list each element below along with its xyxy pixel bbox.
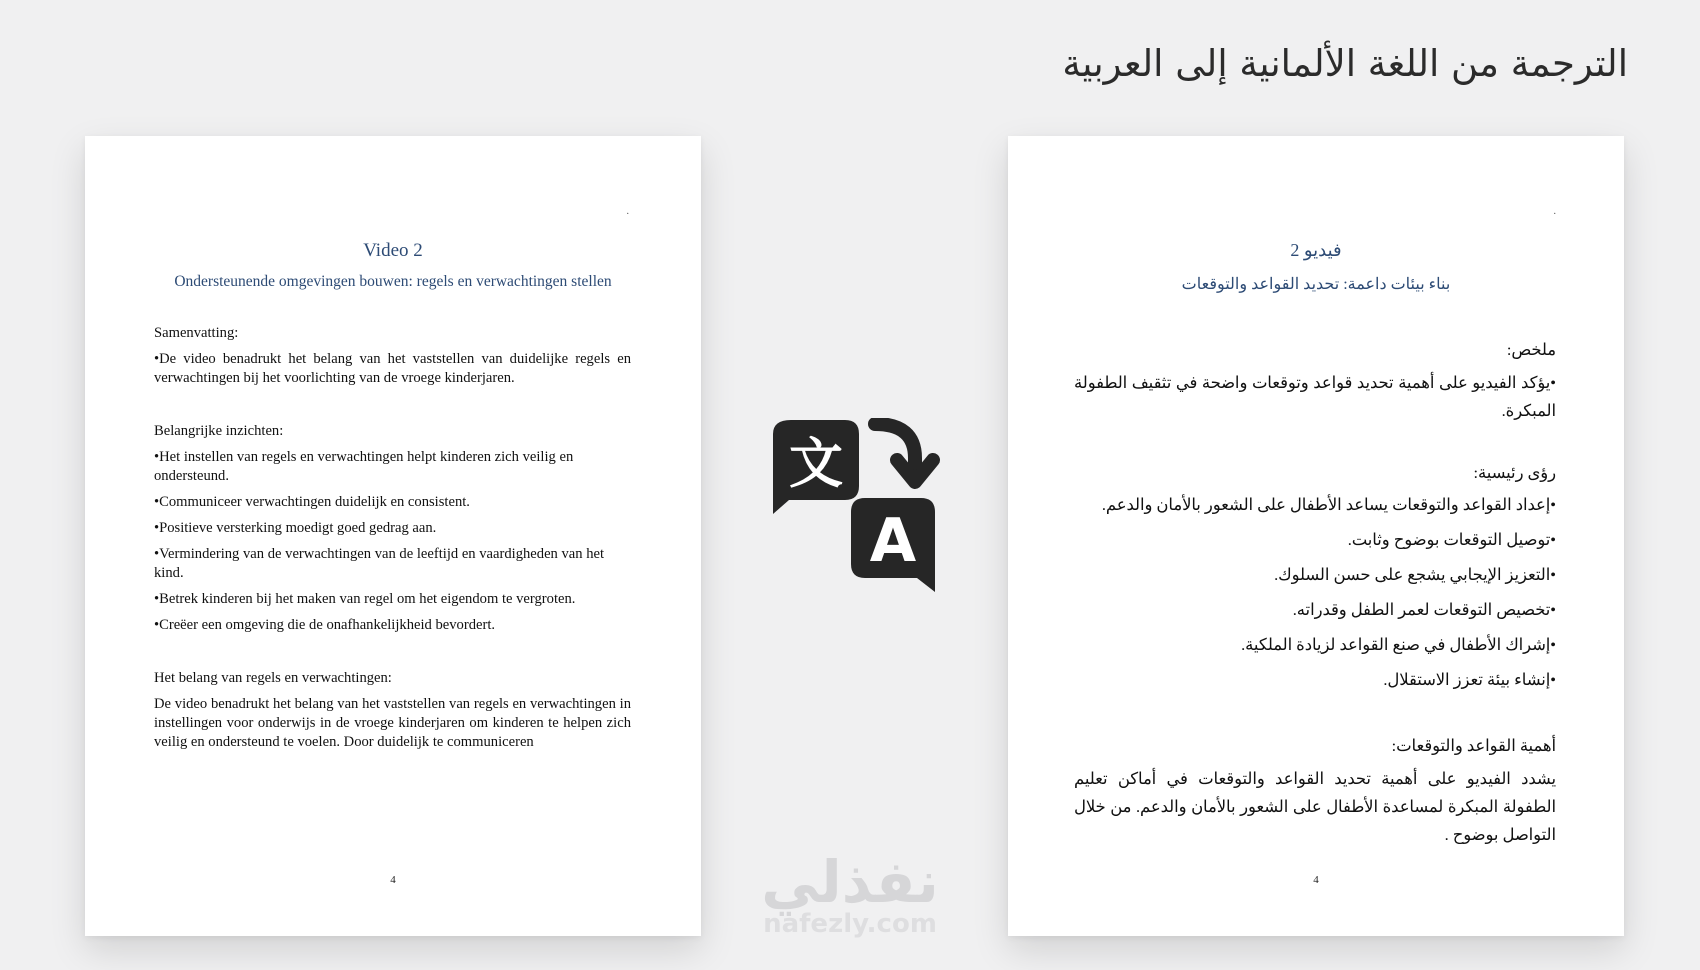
list-item: •Het instellen van regels en verwachtingen helpt kinderen zich veilig en ondersteund. xyxy=(154,449,574,484)
page-number: 4 xyxy=(390,874,396,886)
list-item: •إشراك الأطفال في صنع القواعد لزيادة الملكية. xyxy=(1241,635,1556,654)
list-item: •Communiceer verwachtingen duidelijk en consistent. xyxy=(154,494,470,510)
list-item: •Creëer een omgeving die de onafhankelijkheid bevordert. xyxy=(154,617,496,633)
document-title: فيديو 2 xyxy=(1290,240,1342,260)
source-language-bubble xyxy=(773,420,859,514)
importance-text: يشدد الفيديو على أهمية تحديد القواعد والتوقعات في أماكن تعليم الطفولة المبكرة لمساعدة الأطفال على الشعور بالأمان والدعم. من خلال التواصل بوضوح . xyxy=(1074,769,1556,844)
list-item: •Vermindering van de verwachtingen van de leeftijd en vaardigheden van het kind. xyxy=(154,546,605,581)
page-heading: الترجمة من اللغة الألمانية إلى العربية xyxy=(1062,42,1628,85)
corner-mark: . xyxy=(1553,206,1556,217)
document-body xyxy=(154,324,631,752)
page-number: 4 xyxy=(1313,874,1319,886)
importance-text: De video benadrukt het belang van het vaststellen van regels en verwachtingen in instellingen voor onderwijs in de vroege kinderjaren om kinderen te helpen zich veilig en ondersteund te voelen. Door duidelijk te communiceren xyxy=(154,696,631,750)
importance-heading: Het belang van regels en verwachtingen: xyxy=(154,670,392,686)
insights-list xyxy=(1074,491,1556,694)
list-item: •التعزيز الإيجابي يشجع على حسن السلوك. xyxy=(1274,565,1556,584)
translated-document-page xyxy=(1008,136,1624,936)
insights-heading: Belangrijke inzichten: xyxy=(154,423,284,439)
translate-icon xyxy=(767,418,943,594)
insights-list xyxy=(154,448,631,635)
list-item: •توصيل التوقعات بوضوح وثابت. xyxy=(1347,530,1556,549)
source-document-page xyxy=(85,136,701,936)
document-subtitle: بناء بيئات داعمة: تحديد القواعد والتوقعات xyxy=(1181,276,1451,293)
corner-mark: . xyxy=(626,206,629,217)
summary-text: •De video benadrukt het belang van het vaststellen van duidelijke regels en verwachtingen bij het voorlichting van de vroege kinderjaren. xyxy=(154,351,631,386)
list-item: •إعداد القواعد والتوقعات يساعد الأطفال على الشعور بالأمان والدعم. xyxy=(1101,495,1556,514)
list-item: •تخصيص التوقعات لعمر الطفل وقدراته. xyxy=(1292,600,1556,619)
list-item: •Betrek kinderen bij het maken van regel om het eigendom te vergroten. xyxy=(154,591,576,607)
summary-heading: ملخص: xyxy=(1506,340,1556,359)
document-title: Video 2 xyxy=(363,240,423,261)
insights-heading: رؤى رئيسية: xyxy=(1473,463,1556,482)
target-glyph: A xyxy=(869,506,917,576)
document-subtitle: Ondersteunende omgevingen bouwen: regels en verwachtingen stellen xyxy=(174,273,612,290)
summary-text: •يؤكد الفيديو على أهمية تحديد قواعد وتوقعات واضحة في تثقيف الطفولة المبكرة. xyxy=(1074,373,1556,420)
target-language-bubble xyxy=(851,498,935,592)
list-item: •Positieve versterking moedigt goed gedrag aan. xyxy=(154,520,437,536)
watermark xyxy=(740,850,960,938)
source-glyph: 文 xyxy=(789,432,843,495)
watermark-url: nafezly.com xyxy=(763,909,937,939)
list-item: •إنشاء بيئة تعزز الاستقلال. xyxy=(1383,670,1556,689)
watermark-logo-text: نفذلي xyxy=(761,848,939,916)
document-body xyxy=(1074,336,1556,849)
arrow-icon xyxy=(875,424,933,482)
importance-heading: أهمية القواعد والتوقعات: xyxy=(1391,736,1556,755)
summary-heading: Samenvatting: xyxy=(154,325,239,341)
